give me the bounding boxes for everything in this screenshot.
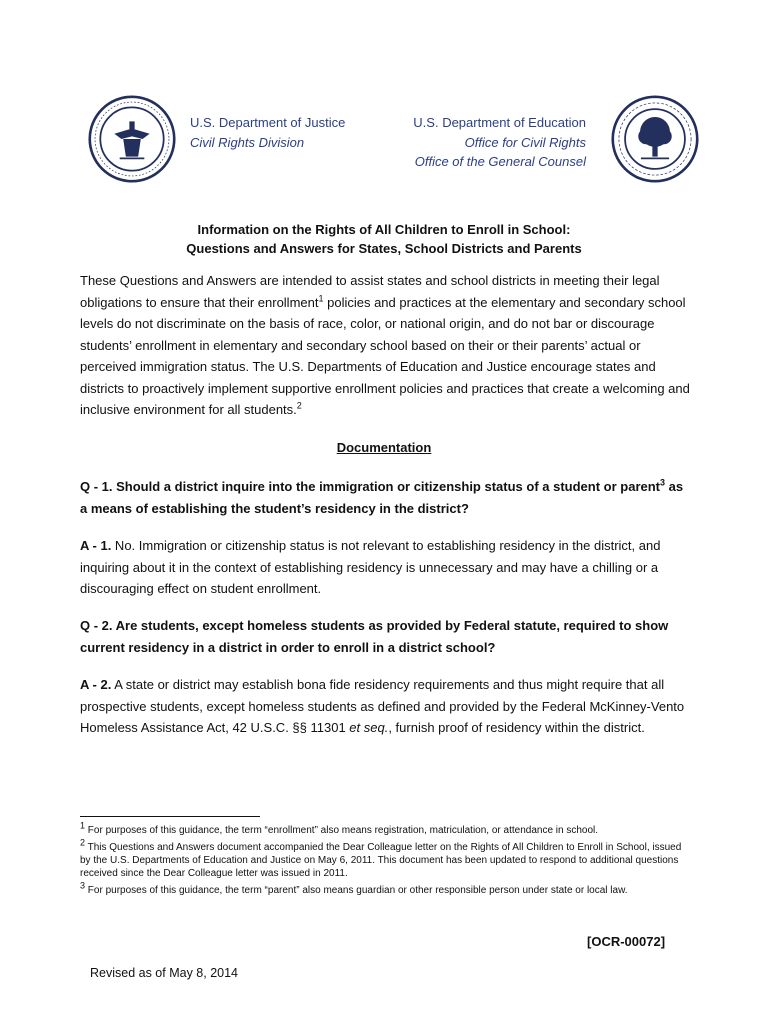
page-title	[80, 220, 688, 258]
department-of-justice-seal-icon	[88, 95, 176, 183]
question-1	[80, 476, 690, 519]
question-1-text: Should a district inquire into the immigration or citizenship status of a student or parent	[112, 479, 661, 494]
intro-text-1: These Questions and Answers are intended to assist states and school districts in meeting their legal obligations to ensure that their enrollment	[80, 273, 660, 310]
title-line-1: Information on the Rights of All Children to Enroll in School:	[197, 222, 571, 237]
footnote-1	[80, 820, 690, 837]
footnotes	[80, 820, 690, 901]
ed-office-general-counsel: Office of the General Counsel	[414, 154, 586, 169]
answer-2-label: A - 2.	[80, 677, 112, 692]
question-1-text-2: as a means of establishing the student’s residency in the district?	[80, 479, 684, 516]
footnote-2-text: This Questions and Answers document accompanied the Dear Colleague letter on the Rights of All Children to Enroll in School, issued by the U.S. Departments of Education and Justice on May 6, 2011. This document has been updated to respond to additional questions received since the Dear Colleague letter was issued in 2011.	[80, 842, 682, 879]
footnote-1-number: 1	[80, 820, 86, 831]
doj-seal	[88, 95, 176, 183]
footnote-ref-3: 3	[660, 477, 666, 488]
question-2-text: Are students, except homeless students as provided by Federal statute, required to show current residency in a district in order to enroll in a district school?	[80, 618, 669, 655]
title-line-2: Questions and Answers for States, School Districts and Parents	[186, 241, 582, 256]
footnote-divider	[80, 816, 260, 817]
answer-2-italic: et seq.	[349, 720, 389, 735]
answer-2	[80, 674, 690, 739]
answer-1-text: No. Immigration or citizenship status is not relevant to establishing residency in the district, and inquiring about it in the context of establishing residency is unnecessary and may have a chilling or a discouraging effect on student enrollment.	[80, 538, 661, 596]
question-2	[80, 615, 690, 658]
question-2-label: Q - 2.	[80, 618, 113, 633]
footnote-2-number: 2	[80, 837, 86, 848]
footnote-2	[80, 837, 690, 880]
footnote-3-number: 3	[80, 880, 86, 891]
ed-office-civil-rights: Office for Civil Rights	[464, 134, 586, 150]
ed-header	[392, 113, 586, 172]
answer-1-label: A - 1.	[80, 538, 112, 553]
ed-name: U.S. Department of Education	[413, 115, 586, 130]
doj-header	[190, 113, 345, 152]
document-code: [OCR-00072]	[587, 934, 666, 949]
department-of-education-seal-icon	[611, 95, 699, 183]
footnote-3	[80, 880, 690, 897]
revision-date: Revised as of May 8, 2014	[90, 966, 238, 980]
doj-division: Civil Rights Division	[190, 134, 305, 150]
intro-text-2: policies and practices at the elementary and secondary school levels do not discriminate on the basis of race, color, or national origin, and do not bar or discourage students’ enrollment in elementary and secondary school based on their or their parents’ actual or perceived immigration status. The U.S. Departments of Education and Justice encourage states and districts to proactively implement supportive enrollment policies and practices that create a welcoming and inclusive environment for all students.	[80, 294, 690, 417]
footnote-1-text: For purposes of this guidance, the term “enrollment” also means registration, matriculation, or attendance in school.	[85, 825, 599, 836]
ed-seal	[611, 95, 699, 183]
question-1-label: Q - 1.	[80, 479, 113, 494]
answer-1	[80, 535, 690, 600]
footnote-3-text: For purposes of this guidance, the term “parent” also means guardian or other responsible person under state or local law.	[85, 885, 628, 896]
footnote-ref-1: 1	[318, 293, 324, 304]
intro-paragraph	[80, 270, 690, 421]
footnote-ref-2: 2	[296, 400, 302, 411]
answer-2-text-1: A state or district may establish bona fide residency requirements and thus might require that all prospective students, except homeless students as defined and provided by the Federal McKinney-Vento Homeless Assistance Act, 42 U.S.C. §§ 11301	[80, 677, 685, 735]
section-heading: Documentation	[336, 440, 432, 455]
doj-name: U.S. Department of Justice	[190, 115, 346, 130]
answer-2-text-2: , furnish proof of residency within the district.	[388, 720, 645, 735]
